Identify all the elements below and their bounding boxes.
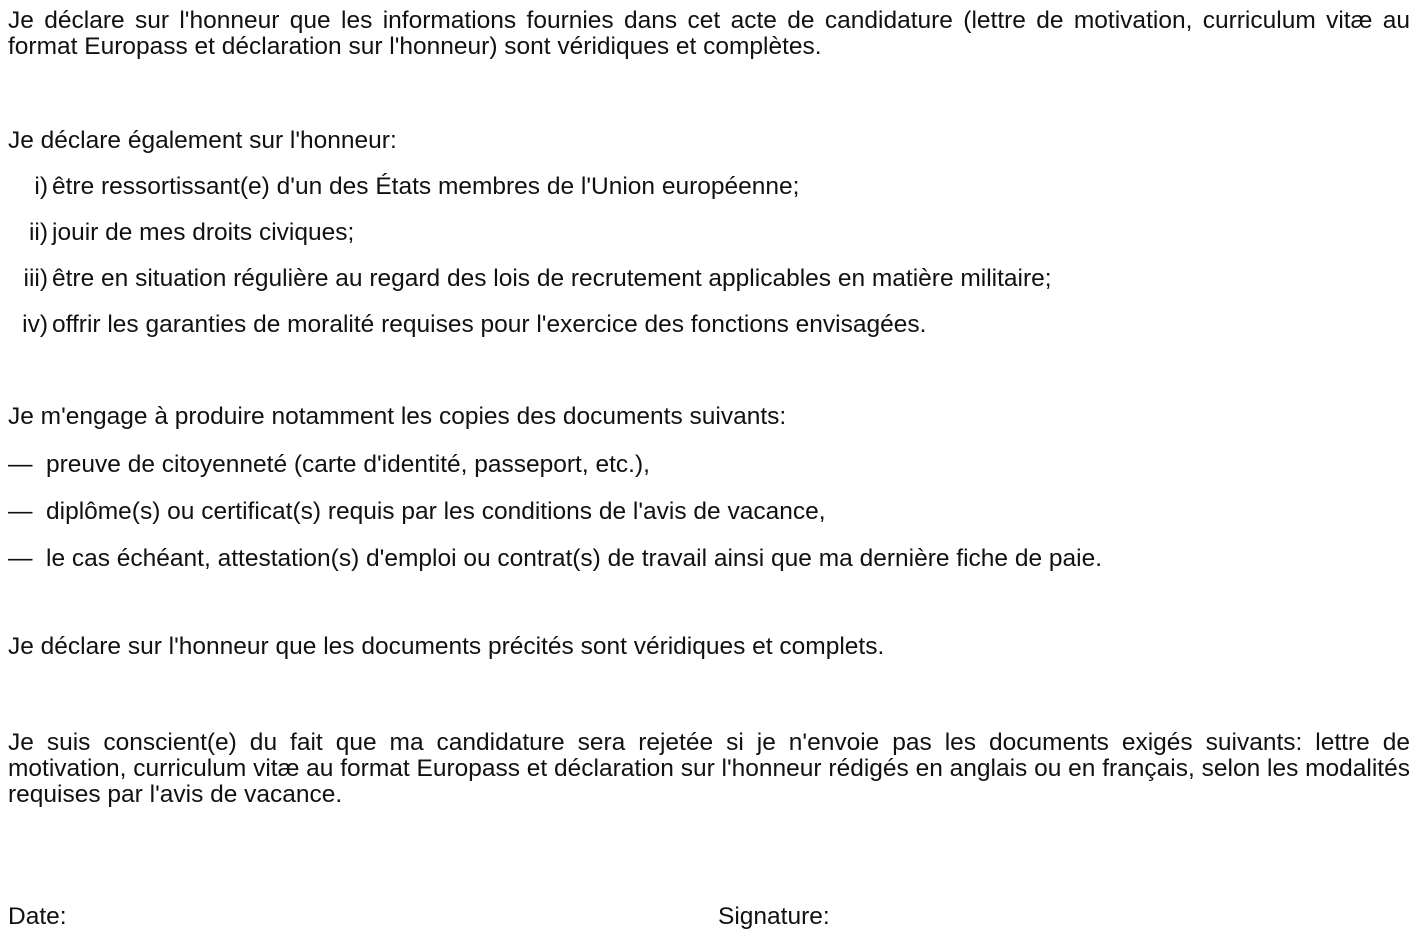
list-item (8, 220, 1410, 246)
signature-label: Signature: (718, 903, 830, 930)
dash-list (8, 452, 1410, 593)
dash-bullet: — (8, 451, 33, 478)
dash-bullet: — (8, 545, 33, 572)
list-item-number: iii) (23, 265, 48, 292)
list-item (8, 174, 1410, 200)
paragraph-information-accuracy: Je déclare sur l'honneur que les informations fournies dans cet acte de candidature (lettre de motivation, curriculum vitæ au format Europass et déclaration sur l'honneur) sont véridiques et complètes. (8, 7, 1410, 60)
paragraph-documents-truthful: Je déclare sur l'honneur que les documents précités sont véridiques et complets. (8, 633, 885, 660)
list-item-text: être ressortissant(e) d'un des États membres de l'Union européenne; (52, 173, 800, 200)
list-item (8, 312, 1410, 338)
paragraph-rejection-warning: Je suis conscient(e) du fait que ma candidature sera rejetée si je n'envoie pas les documents exigés suivants: lettre de motivation, curriculum vitæ au format Europass et déclaration sur l'honneur rédigés en anglais ou en français, selon les modalités requises par l'avis de vacance. (8, 729, 1410, 808)
list-item-text: le cas échéant, attestation(s) d'emploi ou contrat(s) de travail ainsi que ma dernière fiche de paie. (46, 545, 1103, 572)
list-item-text: être en situation régulière au regard des lois de recrutement applicables en matière militaire; (52, 265, 1052, 292)
list-item-text: preuve de citoyenneté (carte d'identité, passeport, etc.), (46, 451, 650, 478)
list-item-text: offrir les garanties de moralité requises pour l'exercice des fonctions envisagées. (52, 311, 927, 338)
paragraph-also-declare: Je déclare également sur l'honneur: (8, 127, 397, 154)
dash-bullet: — (8, 498, 33, 525)
list-item (8, 452, 1410, 478)
list-item-number: i) (34, 173, 48, 200)
list-item (8, 546, 1410, 572)
date-label: Date: (8, 903, 67, 930)
list-item (8, 499, 1410, 525)
list-item (8, 266, 1410, 292)
list-item-number: ii) (28, 219, 48, 246)
list-item-text: jouir de mes droits civiques; (52, 219, 355, 246)
list-item-text: diplôme(s) ou certificat(s) requis par les conditions de l'avis de vacance, (46, 498, 826, 525)
list-item-number: iv) (22, 311, 48, 338)
roman-numeral-list (8, 174, 1410, 358)
paragraph-document-copies: Je m'engage à produire notamment les copies des documents suivants: (8, 403, 787, 430)
